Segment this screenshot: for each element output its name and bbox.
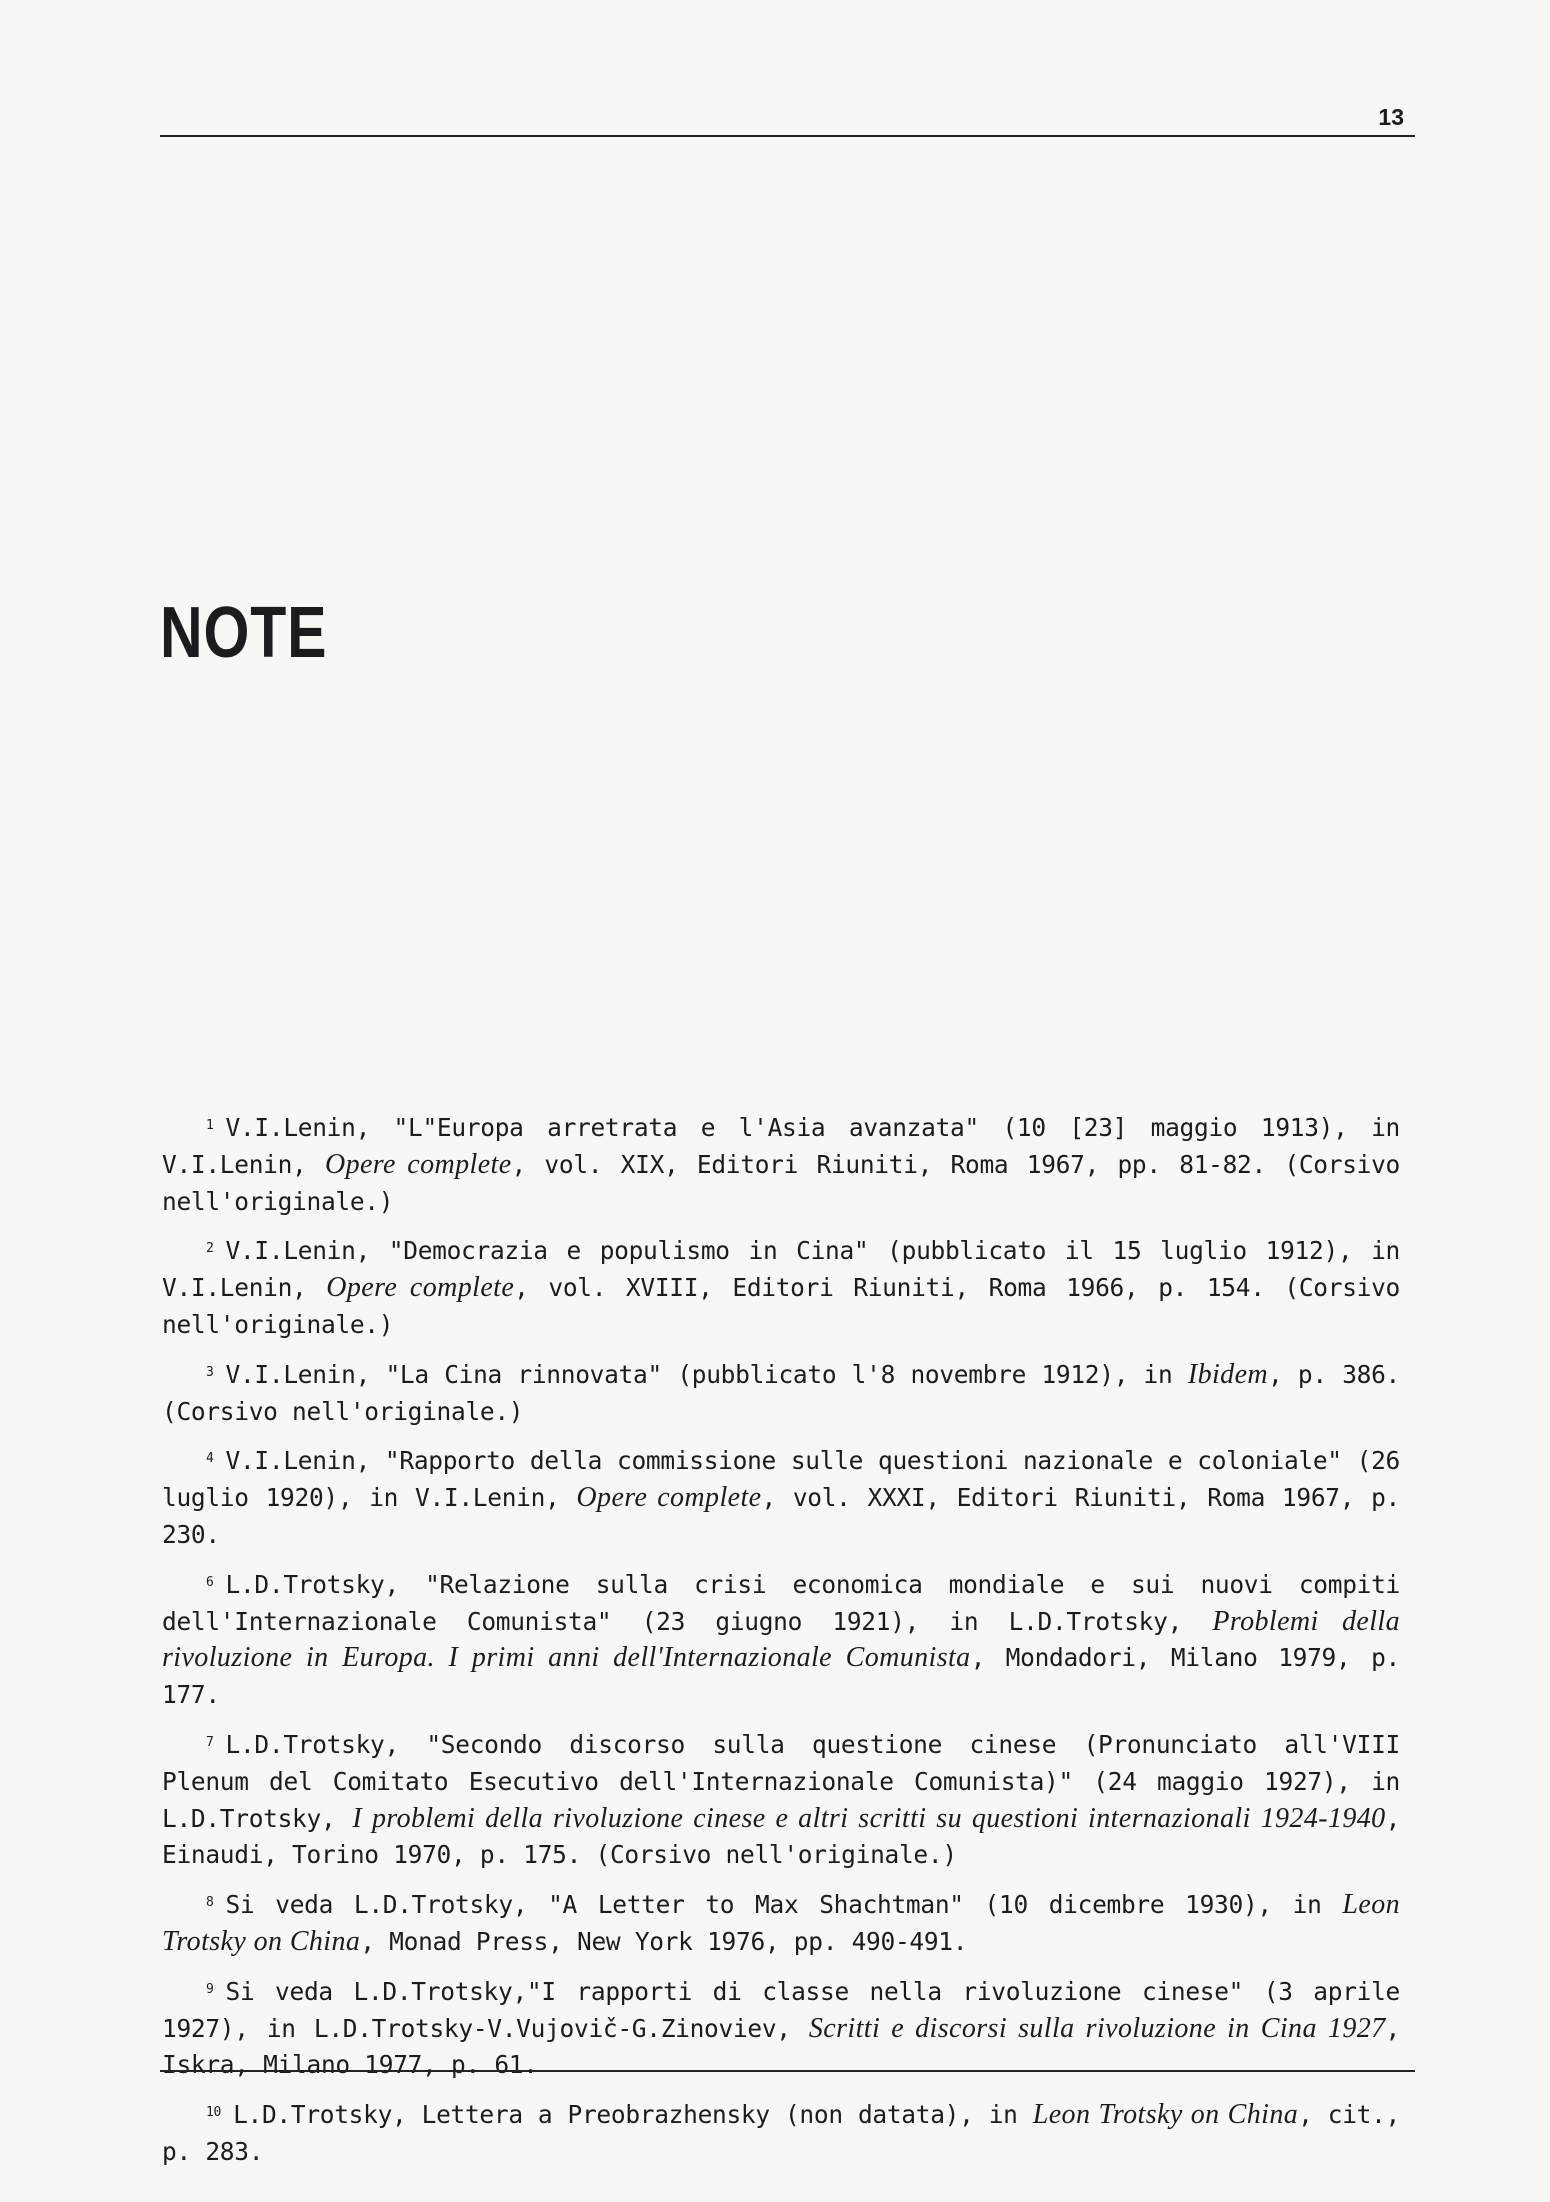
notes-list bbox=[162, 1108, 1400, 2182]
footnote-text: V.I.Lenin, "L"Europa arretrata e l'Asia avanzata" (10 [23] maggio 1913), in V.I.Lenin, bbox=[162, 1113, 1400, 1179]
page-number: 13 bbox=[1378, 104, 1404, 130]
footnote-title: Opere complete bbox=[576, 1482, 762, 1514]
footnote-text: Si veda L.D.Trotsky, "A Letter to Max Shachtman" (10 dicembre 1930), in bbox=[225, 1890, 1343, 1920]
footnote-title: Problemi della rivoluzione in Europa. I primi anni dell'Internazionale Comunista bbox=[162, 1605, 1400, 1674]
footnote bbox=[162, 1355, 1400, 1431]
footnote bbox=[162, 1108, 1400, 1220]
footnote-text: , vol. XVIII, Editori Riuniti, Roma 1966, p. 154. (Corsivo nell'originale.) bbox=[162, 1273, 1400, 1339]
footnote-text: L.D.Trotsky, Lettera a Preobrazhensky (non datata), in bbox=[233, 2100, 1033, 2130]
footnote-text: , Monad Press, New York 1976, pp. 490-491. bbox=[360, 1926, 968, 1956]
footnote bbox=[162, 1231, 1400, 1343]
footnote-title: Ibidem bbox=[1187, 1358, 1269, 1390]
footnote-text: , vol. XXXI, Editori Riuniti, Roma 1967, p. 230. bbox=[162, 1483, 1400, 1549]
footnote-title: Opere complete bbox=[324, 1148, 512, 1180]
footnote bbox=[162, 2095, 1400, 2171]
footnote-number: 4 bbox=[206, 1451, 214, 1467]
top-rule bbox=[160, 135, 1415, 137]
footnote bbox=[162, 1565, 1400, 1714]
footnote-number: 1 bbox=[206, 1118, 214, 1133]
footnote-text: , Einaudi, Torino 1970, p. 175. (Corsivo nell'originale.) bbox=[162, 1803, 1401, 1870]
footnote bbox=[162, 1725, 1400, 1874]
footnote-title: Leon Trotsky on China bbox=[162, 1889, 1400, 1957]
footnote-text: Si veda L.D.Trotsky,"I rapporti di classe nella rivoluzione cinese" (3 aprile 1927), in L.D.Trotsky-V.Vujovič-G.Zinoviev, bbox=[162, 1976, 1400, 2043]
bottom-rule bbox=[160, 2070, 1415, 2072]
footnote-title: Scritti e discorsi sulla rivoluzione in Cina 1927 bbox=[808, 2012, 1386, 2044]
footnote-number: 3 bbox=[206, 1364, 214, 1380]
footnote-text: , Mondadori, Milano 1979, p. 177. bbox=[162, 1643, 1400, 1710]
notes-heading: NOTE bbox=[160, 593, 328, 673]
footnote bbox=[162, 1885, 1400, 1961]
footnote-text: V.I.Lenin, "Democrazia e populismo in Cina" (pubblicato il 15 luglio 1912), in V.I.Lenin, bbox=[162, 1236, 1400, 1303]
footnote-number: 8 bbox=[206, 1895, 214, 1911]
footnote-number: 6 bbox=[206, 1574, 214, 1590]
footnote-title: I problemi della rivoluzione cinese e altri scritti su questioni internazionali 1924-1940 bbox=[352, 1802, 1386, 1834]
footnote-text: V.I.Lenin, "La Cina rinnovata" (pubblicato l'8 novembre 1912), in bbox=[225, 1359, 1188, 1389]
footnote-text: V.I.Lenin, "Rapporto della commissione sulle questioni nazionale e coloniale" (26 luglio 1920), in V.I.Lenin, bbox=[162, 1446, 1400, 1513]
footnote-text: , p. 386. (Corsivo nell'originale.) bbox=[162, 1359, 1400, 1426]
footnote-text: , vol. XIX, Editori Riuniti, Roma 1967, pp. 81-82. (Corsivo nell'originale.) bbox=[162, 1149, 1400, 1216]
footnote-text: , Iskra, Milano 1977, p. 61. bbox=[162, 2013, 1400, 2080]
footnote-title: Opere complete bbox=[326, 1272, 515, 1304]
footnote-text: L.D.Trotsky, "Secondo discorso sulla questione cinese (Pronunciato all'VIII Plenum del Comitato Esecutivo dell'Internazionale Comunista)" (24 maggio 1927), in L.D.Trotsky, bbox=[162, 1729, 1400, 1833]
footnote-title: Leon Trotsky on China bbox=[1032, 2099, 1299, 2131]
footnote bbox=[162, 1441, 1400, 1553]
footnote-number: 9 bbox=[206, 1981, 214, 1997]
footnote bbox=[162, 1972, 1400, 2084]
footnote-number: 10 bbox=[206, 2105, 222, 2121]
footnote-text: L.D.Trotsky, "Relazione sulla crisi economica mondiale e sui nuovi compiti dell'Internazionale Comunista" (23 giugno 1921), in L.D.Trotsky, bbox=[162, 1569, 1400, 1636]
footnote-number: 7 bbox=[206, 1734, 214, 1750]
footnote-text: , cit., p. 283. bbox=[162, 2100, 1400, 2166]
footnote-number: 2 bbox=[206, 1241, 214, 1257]
